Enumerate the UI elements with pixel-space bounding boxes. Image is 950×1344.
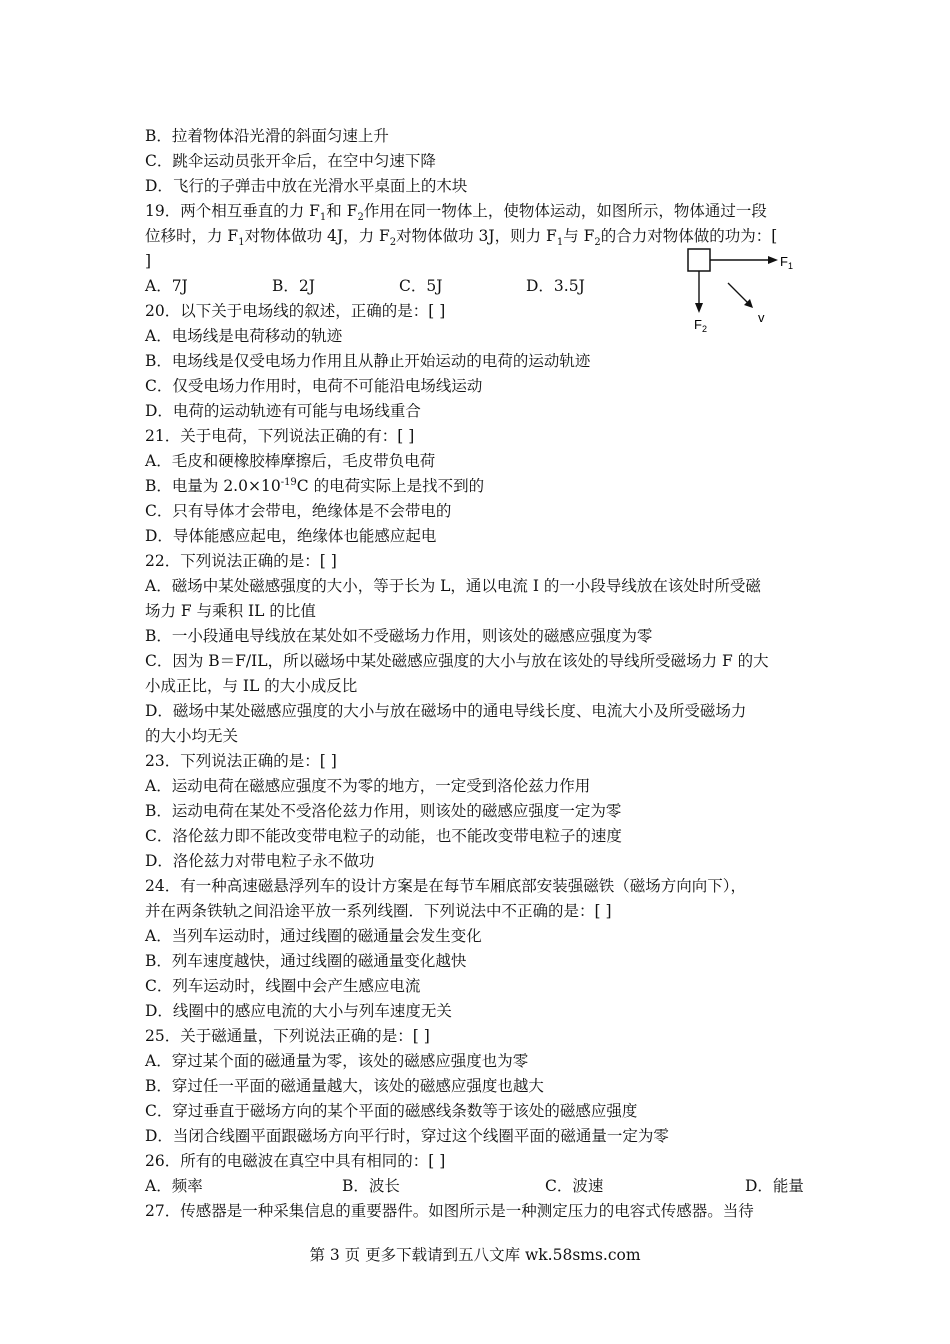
q20-option-a: A．电场线是电荷移动的轨迹: [145, 327, 343, 345]
q26-option-c: C．波速: [545, 1177, 604, 1195]
f2-arrowhead: [695, 303, 703, 313]
q27-stem-line1: 27．传感器是一种采集信息的重要器件。如图所示是一种测定压力的电容式传感器。当待: [145, 1202, 754, 1220]
q25-option-d: D．当闭合线圈平面跟磁场方向平行时，穿过这个线圈平面的磁通量一定为零: [145, 1127, 669, 1145]
q25-option-a: A．穿过某个面的磁通量为零，该处的磁感应强度也为零: [145, 1052, 529, 1070]
q26-option-a: A．频率: [145, 1177, 203, 1195]
q23-option-b: B．运动电荷在某处不受洛伦兹力作用，则该处的磁感应强度一定为零: [145, 802, 622, 820]
q23-option-d: D．洛伦兹力对带电粒子永不做功: [145, 852, 375, 870]
q19-option-d: D．3.5J: [526, 277, 585, 295]
v-label: v: [758, 310, 765, 325]
q24-option-c: C．列车运动时，线圈中会产生感应电流: [145, 977, 421, 995]
q25-option-b: B．穿过任一平面的磁通量越大，该处的磁感应强度也越大: [145, 1077, 544, 1095]
q24-option-b: B．列车速度越快，通过线圈的磁通量变化越快: [145, 952, 467, 970]
q22-stem: 22．下列说法正确的是：[ ]: [145, 552, 337, 570]
q21-option-c: C．只有导体才会带电，绝缘体是不会带电的: [145, 502, 452, 520]
q25-stem: 25．关于磁通量，下列说法正确的是：[ ]: [145, 1027, 430, 1045]
q22-option-b: B．一小段通电导线放在某处如不受磁场力作用，则该处的磁感应强度为零: [145, 627, 653, 645]
q18-option-d: D．飞行的子弹击中放在光滑水平桌面上的木块: [145, 177, 468, 195]
q25-option-c: C．穿过垂直于磁场方向的某个平面的磁感线条数等于该处的磁感应强度: [145, 1102, 638, 1120]
q22-option-d-line2: 的大小均无关: [145, 727, 239, 745]
q24-stem-line2: 并在两条铁轨之间沿途平放一系列线圈．下列说法中不正确的是：[ ]: [145, 902, 612, 920]
q23-stem: 23．下列说法正确的是：[ ]: [145, 752, 337, 770]
q22-option-c-line1: C．因为 B＝F/IL，所以磁场中某处磁感应强度的大小与放在该处的导线所受磁场力 F 的大: [145, 652, 769, 670]
q21-option-a: A．毛皮和硬橡胶棒摩擦后，毛皮带负电荷: [145, 452, 436, 470]
q19-option-c: C．5J: [399, 277, 443, 295]
v-arrow: [728, 283, 748, 303]
q24-option-d: D．线圈中的感应电流的大小与列车速度无关: [145, 1002, 452, 1020]
force-diagram: [686, 247, 796, 339]
q22-option-a-line1: A．磁场中某处磁感强度的大小，等于长为 L，通以电流 I 的一小段导线放在该处时所受磁: [145, 577, 761, 595]
q23-option-c: C．洛伦兹力即不能改变带电粒子的动能，也不能改变带电粒子的速度: [145, 827, 622, 845]
q26-option-b: B．波长: [342, 1177, 400, 1195]
q20-option-c: C．仅受电场力作用时，电荷不可能沿电场线运动: [145, 377, 483, 395]
q22-option-a-line2: 场力 F 与乘积 IL 的比值: [145, 602, 316, 620]
q18-option-c: C．跳伞运动员张开伞后，在空中匀速下降: [145, 152, 436, 170]
q20-option-d: D．电荷的运动轨迹有可能与电场线重合: [145, 402, 421, 420]
q26-stem: 26．所有的电磁波在真空中具有相同的：[ ]: [145, 1152, 446, 1170]
q24-stem-line1: 24．有一种高速磁悬浮列车的设计方案是在每节车厢底部安装强磁铁（磁场方向向下），: [145, 877, 746, 895]
q22-option-d-line1: D．磁场中某处磁感应强度的大小与放在磁场中的通电导线长度、电流大小及所受磁场力: [145, 702, 747, 720]
q19-stem-line3: ]: [145, 252, 152, 270]
q19-stem-line2: 位移时，力 $F_1$对物体做功 4J，力 $F_2$对物体做功 3J，则力 $F_1$与 $F_2$的合力对物体做的功为：[: [145, 227, 778, 249]
q23-option-a: A．运动电荷在磁感应强度不为零的地方，一定受到洛伦兹力作用: [145, 777, 591, 795]
f2-label: $F_2$: [694, 317, 707, 334]
block: [688, 249, 710, 271]
q24-option-a: A．当列车运动时，通过线圈的磁通量会发生变化: [145, 927, 482, 945]
q21-stem: 21．关于电荷，下列说法正确的有：[ ]: [145, 427, 415, 445]
q19-option-a: A．7J: [145, 277, 188, 295]
q20-stem: 20．以下关于电场线的叙述，正确的是：[ ]: [145, 302, 446, 320]
q21-option-d: D．导体能感应起电，绝缘体也能感应起电: [145, 527, 437, 545]
q19-option-b: B．2J: [272, 277, 315, 295]
q20-option-b: B．电场线是仅受电场力作用且从静止开始运动的电荷的运动轨迹: [145, 352, 591, 370]
page-footer: 第 3 页 更多下载请到五八文库 wk.58sms.com: [309, 1246, 641, 1264]
f1-label: $F_1$: [780, 254, 793, 271]
f1-arrowhead: [768, 256, 778, 264]
q18-option-b: B．拉着物体沿光滑的斜面匀速上升: [145, 127, 389, 145]
q26-option-d: D．能量: [745, 1177, 804, 1195]
q21-option-b: B．电量为 $2.0\times 10^{-19}C$ 的电荷实际上是找不到的: [145, 476, 485, 495]
q22-option-c-line2: 小成正比，与 IL 的大小成反比: [145, 677, 358, 695]
q19-stem-line1: 19．两个相互垂直的力 $F_1$和 $F_2$作用在同一物体上，使物体运动，如图所示，物体通过一段: [145, 202, 767, 224]
